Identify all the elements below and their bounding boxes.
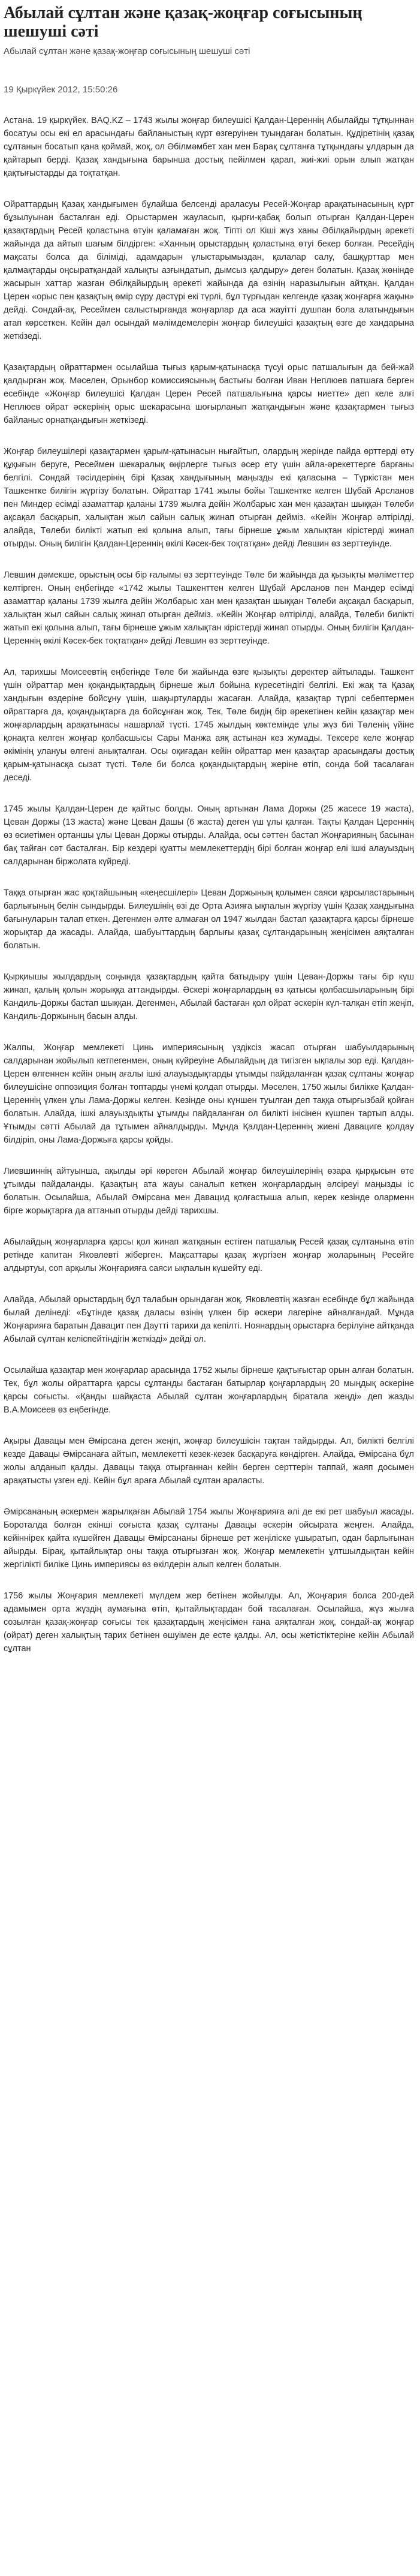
article-paragraph: 1756 жылы Жоңғария мемлекеті мүлдем жер бетінен жойылды. Ал, Жоңғария болса 200-дей адамымен орта жүздің аумағына өтіп, қытайлықтардан бой тасалаған. Осылайша, жүз жылға созылған қазақ-жоңғар соғысы тек қазақтардың жеңісімен ғана аяқталған жоқ, сондай-ақ жоңғар (ойрат) деген халықтың тарих бетінен өшуімен де есте қалды. Ал, осы жетістіктеріне кейін Абылай сұлтан xyxy=(4,1591,414,1654)
article-paragraph: Ал, тарихшы Моисеевтің еңбегінде Төле би жайында өзге қызықты деректер айтылады. Ташкент үшін ойраттар мен қоқандықтардың бірнеше жыл бойына күресетіндігі белгілі. Екі жақ та Қазақ хандығын өздеріне бойсұну үшін, шақыртуларды жасаған. Алайда, қазақтар түрлі себептермен ойраттарға да, қоқандықтарға да бойсұнған жоқ. Тек, Төле бидің бір әрекетінен кейін қазақтар мен жоңғарлардың арақатынасы нашарлай түсті. 1745 жылдың көктемінде ұлы жүз биі Төленің үйіне қонақта келген жоңғар қолбасшысы Сары Манжа аяқ астынан кез жумады. Тексере келе жоңғар әкімінің улануы өлгені анықталған. Осы оқиғадан кейін ойраттар мен қазақтар арасындағы достық қарым-қатынасқа сызат түсті. Төле би болса қоқандықтардың жеріне өтіп, сонда бой тасалаған деседі. xyxy=(4,668,414,783)
article-title: Абылай сұлтан және қазақ-жоңғар соғысының шешуші сәті xyxy=(4,4,362,41)
article-date: 19 Қыркүйек 2012, 15:50:26 xyxy=(4,85,118,95)
article-subtitle: Абылай сұлтан және қазақ-жоңғар соғысының шешуші сәті xyxy=(4,46,250,56)
article-paragraph: Жалпы, Жоңғар мемлекеті Цинь империясының үздіксіз жасап отырған шабуылдарының салдарынан жойылып кетпегенмен, оның күйреуіне Абылайдың да тигізген ықпалы зор еді. Қалдан-Церен өлгеннен кейін оның ағалы ішкі алауыздықтарды ұтымды пайдаланған қазақ сұлтаны жоңғар билеушісіне оппозиция болған топтарды үнемі қолдап отырды. Мәселен, 1750 жылы билікке Қалдан-Цереннің үлкен ұлы Лама-Доржы келген. Кезінде оны күншен туылған деп таққа отырғызбай қойған болатын. Алайда, ішкі алауыздықты ұтымды пайдаланған ол билікті інісінен күшпен тартып алды. Ұтымды сәтті Абылай да тұтымен айналдырды. Мұнда Қалдан-Цереннің жиені Давациге қолдау білдіріп, оны Лама-Доржыға қарсы қойды. xyxy=(4,1043,414,1145)
article-paragraph: Қырқиышы жылдардың соңында қазақтардың қайта батыдыру үшін Цеван-Доржы тағы бір күш жинап, қалың қолын жорыққа аттандырды. Әскері жоңғарлардың өз қатысы қолбасшыларының бірі Кандиль-Доржы бастап шыққан. Дегенмен, Абылай бастаған қол ойрат әскерін күл-талқан етіп жеңіп, Кандиль-Доржының басын алды. xyxy=(4,972,414,1021)
article-paragraph: Осылайша қазақтар мен жоңғарлар арасында 1752 жылы бірнеше қақтығыстар орын алған болатын. Тек, бұл жолы ойраттарға қарсы сұлтанды бастаған батырлар қоңғарлардың 20 мыңдық әскеріне қарсы соғысты. «Қанды шайқаста Абылай сұлтан жоңғарлардың біратала жеңді» деп жазды В.А.Моисеев өз еңбегінде. xyxy=(4,1366,414,1415)
article-paragraph: Алайда, Абылай орыстардың бұл талабын орындаған жоқ. Яковлевтің жазған есебінде бұл жайында былай делінеді: «Бұтінде қазақ даласы өзінің үлкен бір әскери лагеріне айналғандай. Мұнда Жоңғарияға баратын Давацит пен Даутті тарихи да кепілті. Ноянардың орыстарға берілуіне айтқанда Абылай сұлтан келіспейтіндігін жеткізді» дейді ол. xyxy=(4,1295,414,1344)
article-body xyxy=(4,114,414,1655)
article-paragraph: Ойраттардың Қазақ хандығымен бұлайша белсенді араласуы Ресей-Жоңғар арақатынасының күрт бұзылуынан басталған еді. Орыстармен жауласып, қырғи-қабақ болып отырған Қалдан-Церен қазақтардың Ресей қоластына өтуін қаламаған жоқ. Тіпті ол Кіші жүз ханы Әбілқайырдың әрекеті жайында да айтып шағым білдірген: «Ханның орыстардың қоластына өтуі бекер болған. Ресейдің мақсаты болса да біліміді, адамдарын ұлыстарымыздан, қалалар салу, башқұрттар мен қалмақтарды оңсыратқандай халықты азғындатып, дымсыз қалдыру» деген болатын. Қазақ жөнінде жасырын хаттар жазған Әбілқайырдың әрекеті жайында да өзінің наразылығын айтқан. Қалдан Церен «орыс пен қазақтың өмір сүру дәстүрі екі түрлі, бұл түрғыдан келгенде қазақ жоңғарға жақын» дейді. Сондай-ақ, Ресеймен салыстырғанда жоңғарлар да аса жауітті душпан бола алатындығын атап көрсеткен. Кейін дәл осындай мәлімдемелерін жоңғар билеушісі қазақтың өзге де хандарына жеткізеді. xyxy=(4,200,414,341)
article-paragraph: Левшин дәмекше, орыстың осы бір ғалымы өз зерттеуінде Төле би жайында да қызықты мәліметтер келтірген. Оның еңбегінде «1742 жылы Ташкенттен келген Шұбай Арсланов пен Мандер есімді азаматтар қаланы 1739 жылға дейін Жолбарыс хан мен қазақтан шыққан Төлеби ақсақал басқарып, халықтан жыл сайын салық жинап отырған дейміз. «Кейін Жоңғар әлтірілді, алайда, Төлеби билікті жатып екі қолына алып, тағы бірнеше ұжым халықтан кірістерді жинап отырды. Оның билігін Қалдан-Цереннің өкілі Кәсек-бек тоқтатқан» дейді Левшин өз зерттеуінде. xyxy=(4,570,414,646)
article-paragraph: Ақыры Давацы мен Әмірсана деген жеңіп, жоңғар билеушісін тақтан тайдырды. Ал, билікті белгілі кезде Давацы Әмірсанаға айтып, мемлекетті кезек-кезек басқаруға көндірген. Алайда, Әмірсана бұл жолы алданып қалды. Давацы таққа отырғаннан кейін берген серттерін таппай, жаяп досымен арақатысты үзген еді. Кейін бұл араға Абылай сұлтан араласты. xyxy=(4,1436,414,1486)
article-paragraph: Таққа отырған жас қоқтайшының «кеңесшілері» Цеван Доржының қолымен саяси қарсыластарының барлығының белін сындырды. Билеушінің өзі де Орта Азияға ықпалын жүргізу үшін Қазақ хандығына бағынуларын талап еткен. Дегенмен әлте алмаған ол 1947 жылдан бастап қазақтарға қарсы бірнеше жорықтар да жасады. Алайда, шабуыттардың барлығы қазақ сұлтандарының жеңісімен аяқталған болатын. xyxy=(4,888,414,951)
article-paragraph: 1745 жылы Қалдан-Церен де қайтыс болды. Оның артынан Лама Доржы (25 жасесе 19 жаста), Цеван Доржы (13 жаста) және Цеван Дашы (6 жаста) деген үш ұлы қалған. Тақты Қалдан Цереннің өз өсиетімен ортаншы ұлы Цеван Доржы отырды. Алайда, осы сәттен бастап Жоңғарияның басынан бақ тайған сәт басталған. Бір кездері қуатты мемлекеттердің бірі болған жоңғар елі ішкі алауыздың салдарынан біржолата күйреді. xyxy=(4,804,414,867)
article-paragraph: Лиевшиннің айтуынша, ақылды әрі көреген Абылай жоңғар билеушілерінің өзара қырқысын өте ұтымды пайдаланды. Қазақтың ата жауы саналып кеткен жоңғарлардың әлсіреуі маңызды іс болатын. Осылайша, Абылай Әмірсана мен Давацид қолғастыша алып, керек кезінде оларменн бірге жорықтарға да аттанып отырды дейді тарихшы. xyxy=(4,1167,414,1216)
article-paragraph: Абылайдың жоңғарларға қарсы қол жинап жатқанын естіген патшалық Ресей қазақ сұлтанына өтіп ретінде капитан Яковлевті жіберген. Мақсаттары қазақ жүргізен жоңғар жоларының Ресейге алдыртуы, соп арқылы Жоңғарияға саяси ықпалын күшейту еді. xyxy=(4,1237,414,1273)
article-paragraph: Жоңғар билеушілері қазақтармен қарым-қатынасын нығайтып, олардың жерінде пайда өрттерді өту құқығын беруге, Ресеймен шекаралық өңірлерге тығыз әсер ету үшін айла-әрекеттерге барғаны белгілі. Сондай тәсілдерінің бірі Қазақ хандығының маңызды екі қаласына – Түркістан мен Ташкентке билігін жүргізу болатын. Ойраттар 1741 жылы бойы Ташкентке келген Шұбай Арсланов пен Миндер есімді азаматтар қаланы 1739 жылға дейін Жолбарыс хан мен қазақтан шыққан Төлеби ақсақал басқарып, халықтан жыл сайын салық жинап отырған дейміз. «Кейін Жоңғар әлтірілді, алайда, Төлеби билікті жатып екі қолына алып, тағы бірнеше ұжым халықтан кірістерді жинап отырды. Оның билігін Қалдан-Цереннің өкілі Кәсек-бек тоқтатқан» дейді Левшин өз зерттеуінде. xyxy=(4,447,414,549)
article-paragraph: Астана. 19 қыркүйек. BAQ.KZ – 1743 жылы жоңғар билеушісі Қалдан-Цереннің Абылайды тұтқыннан босатуы осы екі ел арасындағы байланыстың күрт өзгеруінен туындаған болатын. Құдіретінің қазақ сұлтанын босатып қана қоймай, жоқ, ол Әбілмәмбет хан мен Барақ сұлтанға тұтқындағы ұлдарын да қайтарып берді. Қазақ хандығына барынша достық пейілмен қарап, жиі-жиі орын алып жатқан қақтығыстарды да тоқтатқан. xyxy=(4,116,414,178)
article-paragraph: Қазақтардың ойраттармен осылайша тығыз қарым-қатынасқа түсуі орыс патшалығын да бей-жай қалдырған жоқ. Мәселен, Орынбор комиссиясының бастығы болған Иван Неплюев патшаға берген есебінде «Жоңғар билеушісі Қалдан Церен Ресей патшалығына қарсы ниетте» деп келе алғі Неплюев ойрат әскерінің орыс шекарасына шоғырланып жатқандығын және қазақтармен тығыз байланыс орнатқандығын жеткізеді. xyxy=(4,363,414,425)
article-paragraph: Әмірсананың әскермен жарылқаған Абылай 1754 жылы Жоңғарияға әлі де екі рет шабуыл жасады. Бороталда болған екінші соғыста қазақ сұлтаны Давацы әскерін ойсырата жеңген. Алайда, кейіннірек қайта күшейген Давацы Әмірсананы бірнеше рет жеңіліске ұшыратып, одан барлығынан айырды. Бірақ, қытайлықтар оны таққа отырғызған жоқ. Жоңғар мемлекетін ұлтшылдықтан кейін жергілікті биліке Цинь империясы өз өкілдерін алып келген болатын. xyxy=(4,1507,414,1570)
